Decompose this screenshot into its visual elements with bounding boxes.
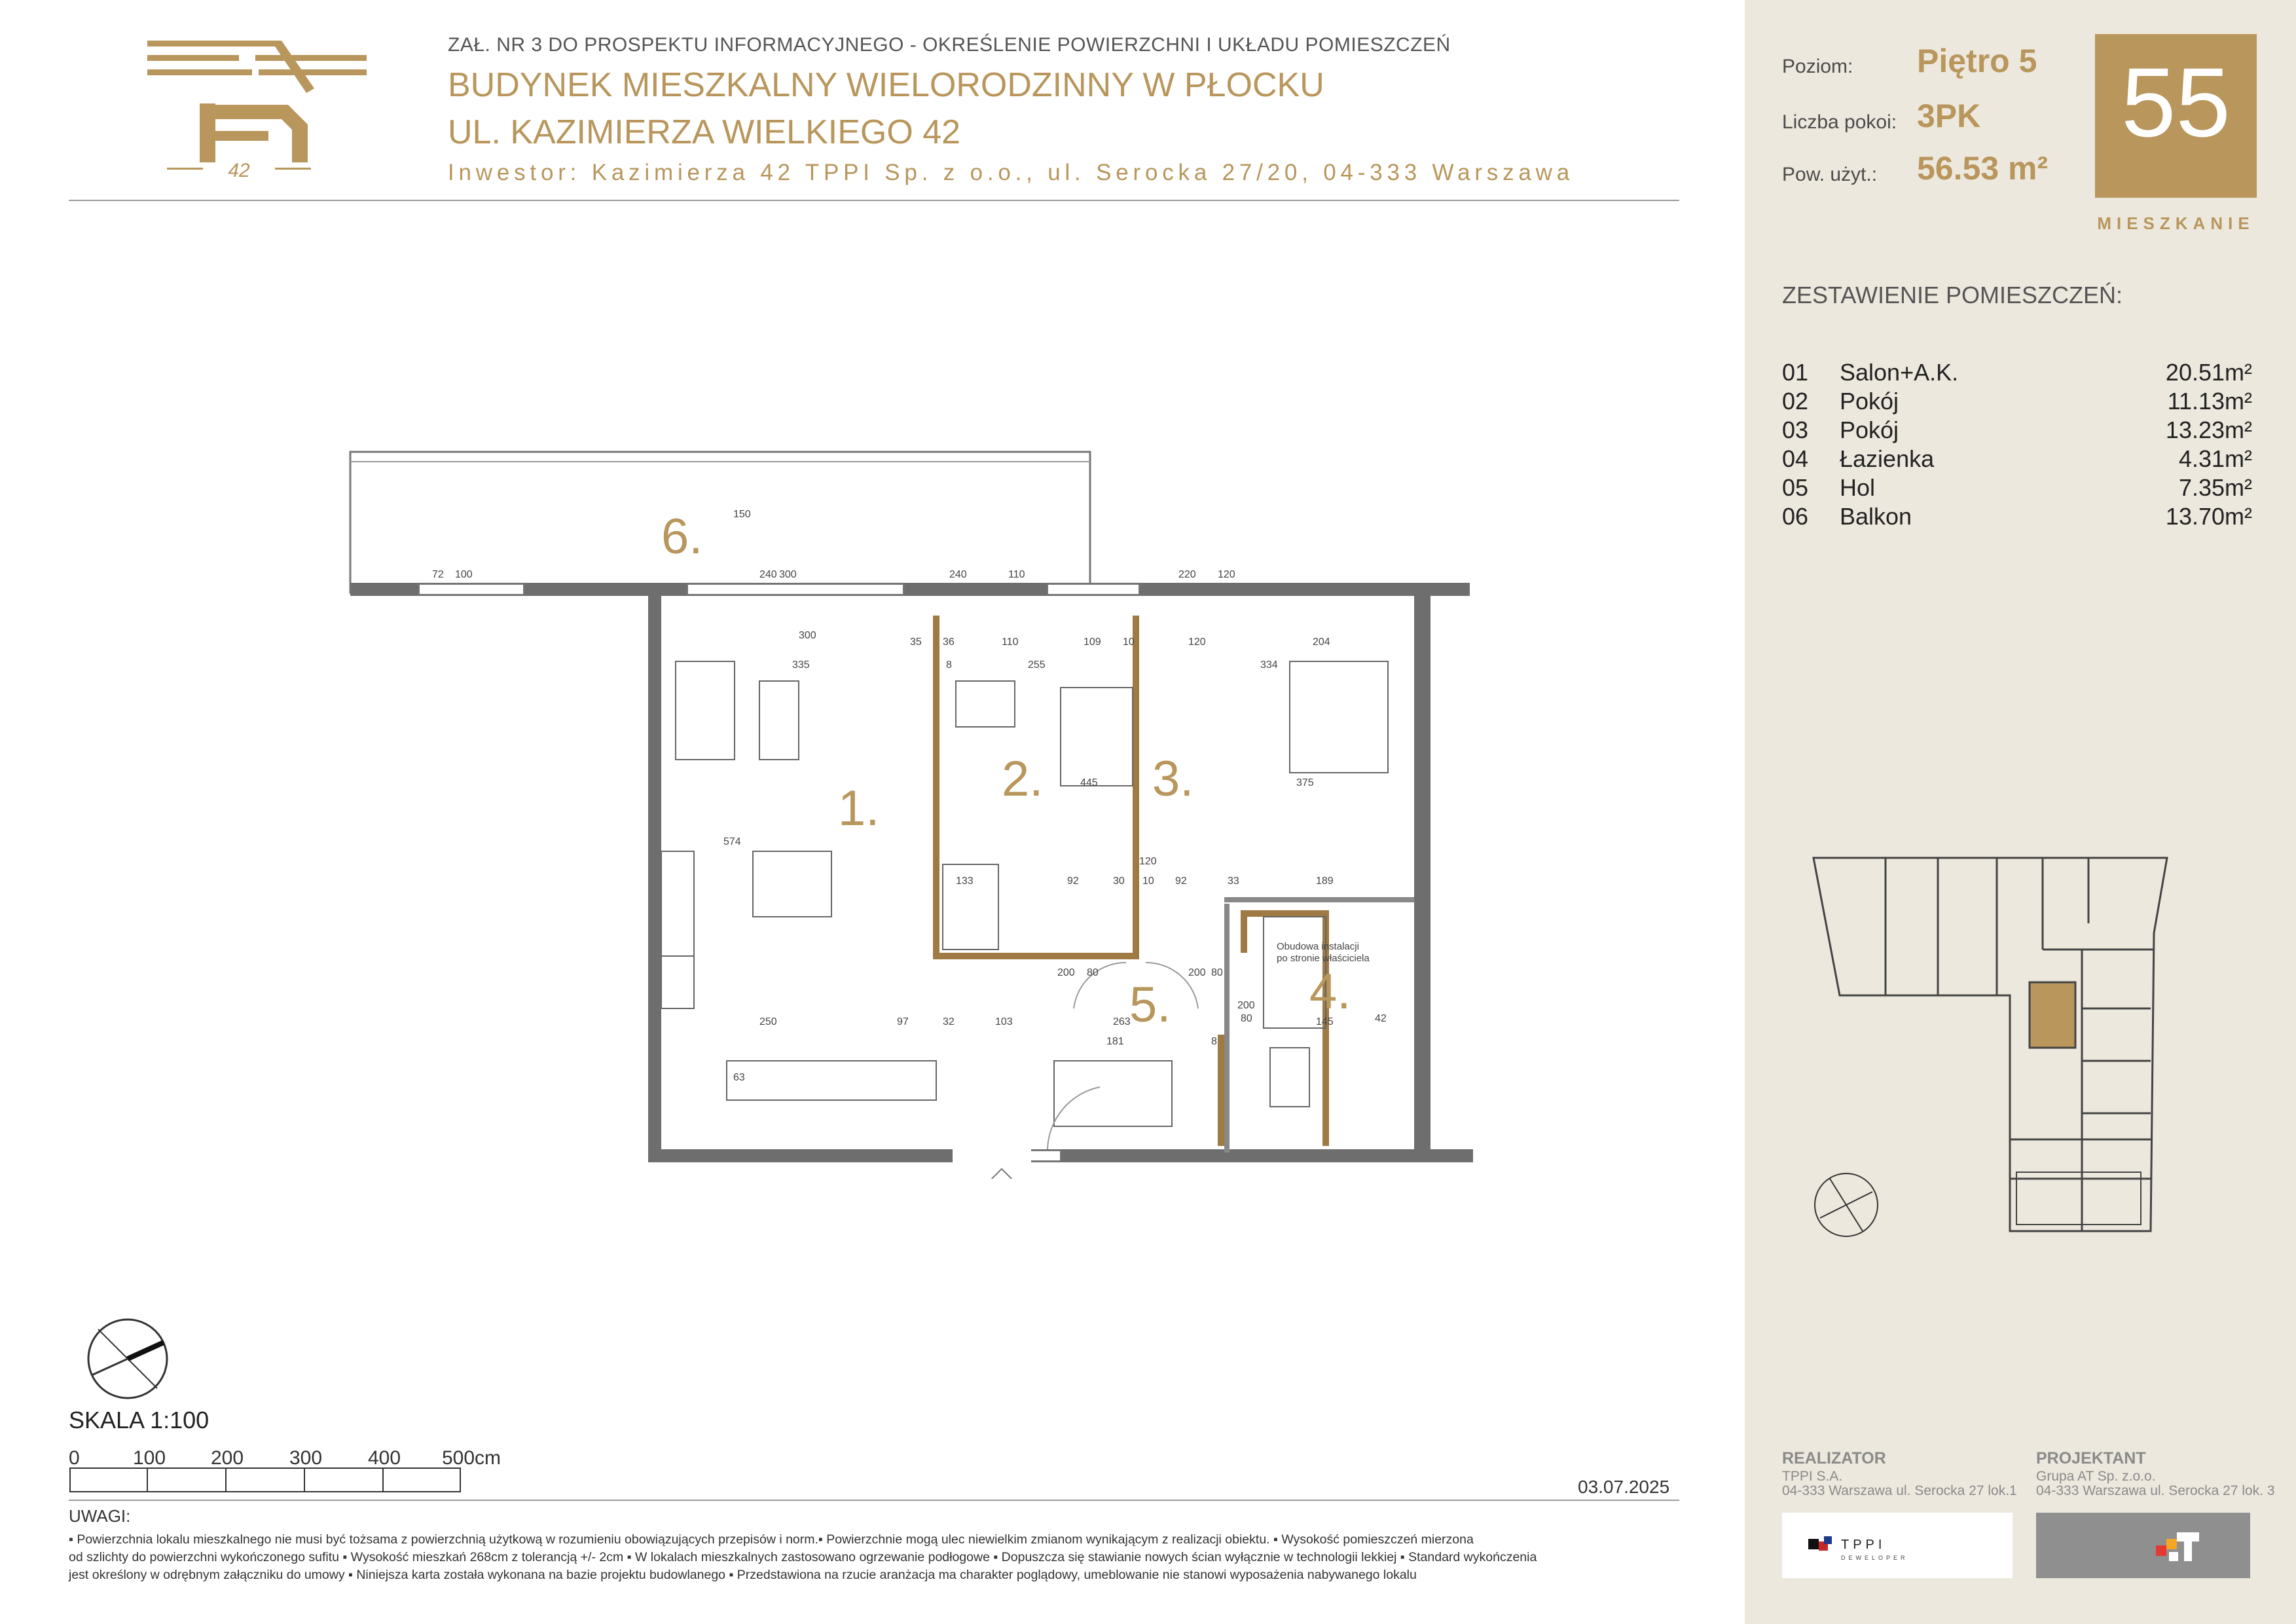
dim-label: 240 <box>949 569 967 580</box>
dim-label: 200 <box>1057 967 1075 978</box>
dim-label: 110 <box>1008 569 1025 580</box>
notes-line: jest określony w odrębnym załączniku do umowy ▪ Niniejsza karta została wykonana na bazie projektu budowlanego ▪ Przedstawiona na rzucie aranżacja ma charakter poglądowy, umeblowanie nie stanowi wyposażenia nabywanego lokalu <box>69 1568 1417 1582</box>
room-list-name: Hol <box>1840 474 1876 501</box>
plan-geometry <box>350 452 1473 1179</box>
dim-label: 120 <box>1188 637 1206 648</box>
apartment-number: 55 <box>2121 47 2231 157</box>
notes-text <box>69 1531 1686 1584</box>
grupa-at-logo <box>2036 1513 2250 1578</box>
realizator-heading: REALIZATOR <box>1782 1449 1886 1467</box>
dim-label: 80 <box>1241 1013 1252 1024</box>
scale-tick: 500cm <box>442 1447 501 1469</box>
dim-label: 30 <box>1113 876 1125 887</box>
dim-label: 375 <box>1296 777 1314 788</box>
room-list-name: Salon+A.K. <box>1840 359 1959 386</box>
room-label-2: 2. <box>1002 751 1044 807</box>
compass-icon <box>79 1310 177 1408</box>
room-list-area: 13.70m² <box>2165 503 2252 530</box>
room-list-no: 03 <box>1782 416 1809 443</box>
room-list-title: ZESTAWIENIE POMIESZCZEŃ: <box>1782 282 2123 308</box>
dim-label: 63 <box>733 1072 745 1083</box>
dim-label: 33 <box>1228 876 1239 887</box>
level-label: Poziom: <box>1782 56 1853 77</box>
dim-label: 255 <box>1028 659 1046 671</box>
dim-label: 10 <box>1123 637 1135 648</box>
notes-heading: UWAGI: <box>69 1506 131 1526</box>
room-list-no: 05 <box>1782 474 1809 501</box>
room-list-area: 11.13m² <box>2167 388 2252 415</box>
dim-label: 109 <box>1084 637 1101 648</box>
scale-bar <box>69 1467 462 1493</box>
projektant-name: Grupa AT Sp. z.o.o. <box>2036 1469 2156 1484</box>
apartment-label: MIESZKANIE <box>2097 213 2255 233</box>
dim-label: 97 <box>897 1016 909 1027</box>
realizator-address: 04-333 Warszawa ul. Serocka 27 lok.1 <box>1782 1483 2017 1498</box>
dim-label: 10 <box>1142 876 1154 887</box>
dim-label: 8 <box>1211 1036 1217 1047</box>
dim-label: 240 <box>759 569 777 580</box>
room-label-3: 3. <box>1152 751 1194 807</box>
dim-label: 220 <box>1178 569 1196 580</box>
room-list-name: Łazienka <box>1840 445 1935 472</box>
scale-tick: 200 <box>211 1447 244 1469</box>
dim-label: 335 <box>792 659 810 671</box>
room-label-4: 4. <box>1309 964 1351 1020</box>
room-label-5: 5. <box>1129 977 1171 1033</box>
scale-label: SKALA 1:100 <box>69 1407 210 1433</box>
room-label-6: 6. <box>661 509 703 564</box>
area-value: 56.53 m² <box>1917 150 2049 187</box>
dim-label: 189 <box>1316 876 1334 887</box>
dim-label: 92 <box>1067 876 1079 887</box>
scale-tick: 0 <box>69 1447 80 1469</box>
floor-plan <box>340 432 1493 1179</box>
realizator-name: TPPI S.A. <box>1782 1469 1843 1484</box>
dim-label: 120 <box>1218 569 1235 580</box>
dim-label: 36 <box>943 637 955 648</box>
dim-label: 80 <box>1087 967 1099 978</box>
room-list-area: 13.23m² <box>2165 416 2252 443</box>
installation-note-1: Obudowa instalacji <box>1277 941 1359 952</box>
room-list-no: 01 <box>1782 359 1809 386</box>
notes-line: ▪ Powierzchnia lokalu mieszkalnego nie musi być tożsama z powierzchnią użytkową w rozumieniu obowiązujących przepisów i norm.▪ Powierzchnie mogą ulec niewielkim zmianom wynikającym z realizacji obiektu. ▪ Wysokość pomieszczeń mierzona <box>69 1532 1474 1547</box>
dim-label: 300 <box>799 630 816 641</box>
dim-label: 445 <box>1080 777 1098 788</box>
dim-label: 150 <box>733 509 751 520</box>
dim-label: 103 <box>995 1016 1013 1027</box>
tppi-logo <box>1782 1513 2013 1578</box>
grupa-at-logo-mark <box>2036 1513 2250 1578</box>
header-address: UL. KAZIMIERZA WIELKIEGO 42 <box>448 113 961 151</box>
dim-label: 204 <box>1313 637 1330 648</box>
room-list-area: 4.31m² <box>2178 445 2252 472</box>
header-subtitle: ZAŁ. NR 3 DO PROSPEKTU INFORMACYJNEGO - OKREŚLENIE POWIERZCHNI I UKŁADU POMIESZCZEŃ <box>448 34 1451 56</box>
scale-tick: 300 <box>289 1447 323 1469</box>
svg-text:DEWELOPER: DEWELOPER <box>1841 1555 1908 1561</box>
dim-label: 80 <box>1211 967 1223 978</box>
dim-label: 92 <box>1175 876 1187 887</box>
scale-tick: 100 <box>133 1447 166 1469</box>
dim-label: 120 <box>1139 856 1157 867</box>
dim-label: 110 <box>1002 637 1019 648</box>
document-date: 03.07.2025 <box>1578 1477 1670 1497</box>
room-list-name: Pokój <box>1840 416 1899 443</box>
dim-label: 35 <box>910 637 922 648</box>
dim-label: 42 <box>1375 1013 1387 1024</box>
room-list-name: Balkon <box>1840 503 1912 530</box>
notes-line: od szlichty do powierzchni wykończonego sufitu ▪ Wysokość mieszkań 268cm z tolerancją +/- 2cm ▪ W lokalach mieszkalnych zastosowano ogrzewanie podłogowe ▪ Dopuszcza się stawianie nowych ścian wyłącznie w technologii lekkiej ▪ Standard wykończenia <box>69 1550 1537 1564</box>
dim-label: 334 <box>1260 659 1278 671</box>
dim-label: 8 <box>946 659 952 671</box>
dim-label: 181 <box>1106 1036 1124 1047</box>
svg-text:TPPI: TPPI <box>1841 1538 1886 1552</box>
projektant-heading: PROJEKTANT <box>2036 1449 2146 1467</box>
dim-label: 300 <box>779 569 797 580</box>
room-list-no: 06 <box>1782 503 1809 530</box>
dim-label: 200 <box>1188 967 1206 978</box>
dim-label: 574 <box>723 836 741 847</box>
area-label: Pow. użyt.: <box>1782 164 1878 185</box>
svg-text:42: 42 <box>228 160 250 181</box>
rooms-count-value: 3PK <box>1917 98 1981 134</box>
dim-label: 133 <box>956 876 974 887</box>
room-list-no: 04 <box>1782 445 1809 472</box>
level-value: Piętro 5 <box>1917 43 2037 79</box>
k42-logo <box>98 33 380 190</box>
footer-divider <box>69 1500 1679 1501</box>
header-investor: Inwestor: Kazimierza 42 TPPI Sp. z o.o., ul. Serocka 27/20, 04-333 Warszawa <box>448 160 1575 185</box>
dim-label: 145 <box>1316 1016 1334 1027</box>
projektant-address: 04-333 Warszawa ul. Serocka 27 lok. 3 <box>2036 1483 2275 1498</box>
installation-note-2: po stronie właściciela <box>1277 953 1370 964</box>
room-list-area: 7.35m² <box>2178 474 2252 501</box>
room-list-no: 02 <box>1782 388 1809 415</box>
header-divider <box>69 200 1679 201</box>
rooms-count-label: Liczba pokoi: <box>1782 111 1897 133</box>
compass-icon <box>1807 1166 1886 1244</box>
dim-label: 100 <box>455 569 473 580</box>
dim-label: 32 <box>943 1016 955 1027</box>
room-list-name: Pokój <box>1840 388 1899 415</box>
tppi-logo-mark <box>1782 1513 2013 1578</box>
room-label-1: 1. <box>838 781 880 836</box>
info-panel <box>1745 0 2296 1624</box>
dim-label: 250 <box>759 1016 777 1027</box>
dim-label: 200 <box>1237 1000 1255 1011</box>
room-list-area: 20.51m² <box>2165 359 2252 386</box>
header-title: BUDYNEK MIESZKALNY WIELORODZINNY W PŁOCKU <box>448 66 1324 104</box>
dim-label: 72 <box>432 569 444 580</box>
dim-label: 263 <box>1113 1016 1131 1027</box>
scale-tick: 400 <box>368 1447 401 1469</box>
